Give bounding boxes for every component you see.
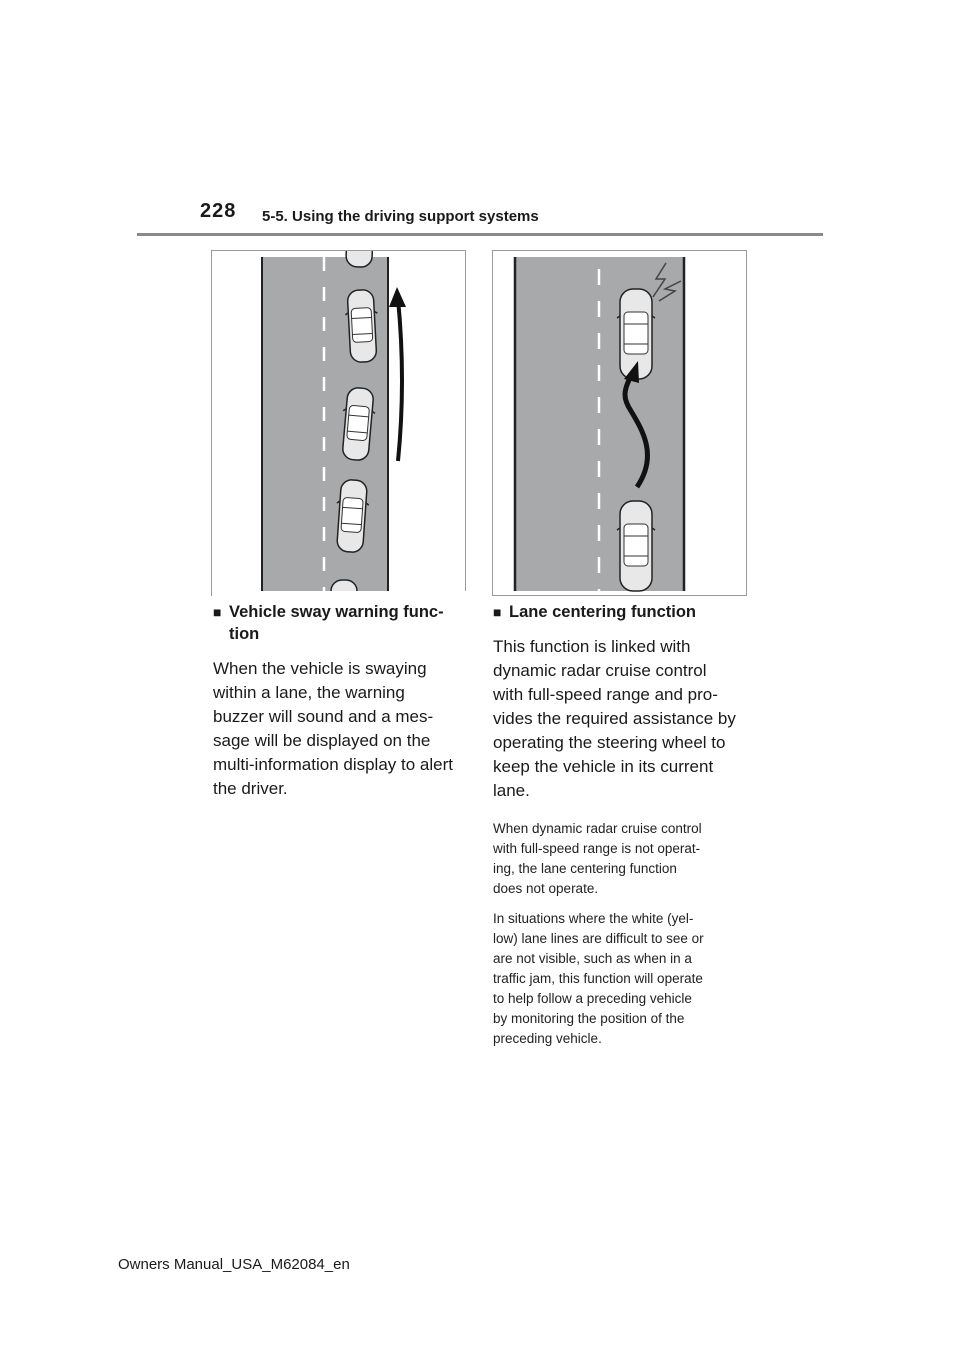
lane-centering-heading (493, 601, 748, 623)
text-line: low) lane lines are difficult to see or (493, 931, 704, 946)
text-line: keep the vehicle in its current (493, 757, 714, 776)
lane-centering-description (493, 635, 748, 803)
lane-centering-illustration (492, 250, 747, 596)
heading-line: Vehicle sway warning func- (229, 603, 444, 621)
vehicle-sway-heading (213, 601, 468, 645)
left-column (213, 601, 468, 801)
text-line: the driver. (213, 779, 288, 798)
right-column (493, 601, 748, 1049)
footer-manual-id: Owners Manual_USA_M62084_en (118, 1256, 350, 1273)
heading-line: tion (229, 625, 260, 643)
heading-line: Lane centering function (509, 603, 697, 621)
text-line: traffic jam, this function will operate (493, 971, 703, 986)
text-line: This function is linked with (493, 637, 691, 656)
text-line: multi-information display to alert (213, 755, 453, 774)
note-1 (493, 819, 748, 899)
note-2 (493, 909, 748, 1049)
text-line: In situations where the white (yel- (493, 911, 694, 926)
text-line: When the vehicle is swaying (213, 659, 427, 678)
text-line: buzzer will sound and a mes- (213, 707, 434, 726)
text-line: to help follow a preceding vehicle (493, 991, 692, 1006)
text-line: with full-speed range and pro- (493, 685, 718, 704)
text-line: are not visible, such as when in a (493, 951, 692, 966)
text-line: ing, the lane centering function (493, 861, 677, 876)
header-divider (137, 233, 823, 236)
text-line: operating the steering wheel to (493, 733, 726, 752)
vehicle-sway-illustration (211, 250, 466, 596)
text-line: vides the required assistance by (493, 709, 736, 728)
text-line: dynamic radar cruise control (493, 661, 707, 680)
text-line: does not operate. (493, 881, 599, 896)
bullet-square-icon: ■ (493, 604, 502, 620)
text-line: lane. (493, 781, 530, 800)
page-number: 228 (200, 200, 237, 222)
vehicle-sway-description (213, 657, 468, 801)
text-line: by monitoring the position of the (493, 1011, 685, 1026)
text-line: When dynamic radar cruise control (493, 821, 702, 836)
text-line: within a lane, the warning (213, 683, 405, 702)
bullet-square-icon: ■ (213, 604, 222, 620)
text-line: with full-speed range is not operat- (493, 841, 701, 856)
text-line: preceding vehicle. (493, 1031, 602, 1046)
section-title: 5-5. Using the driving support systems (262, 208, 539, 225)
text-line: sage will be displayed on the (213, 731, 431, 750)
